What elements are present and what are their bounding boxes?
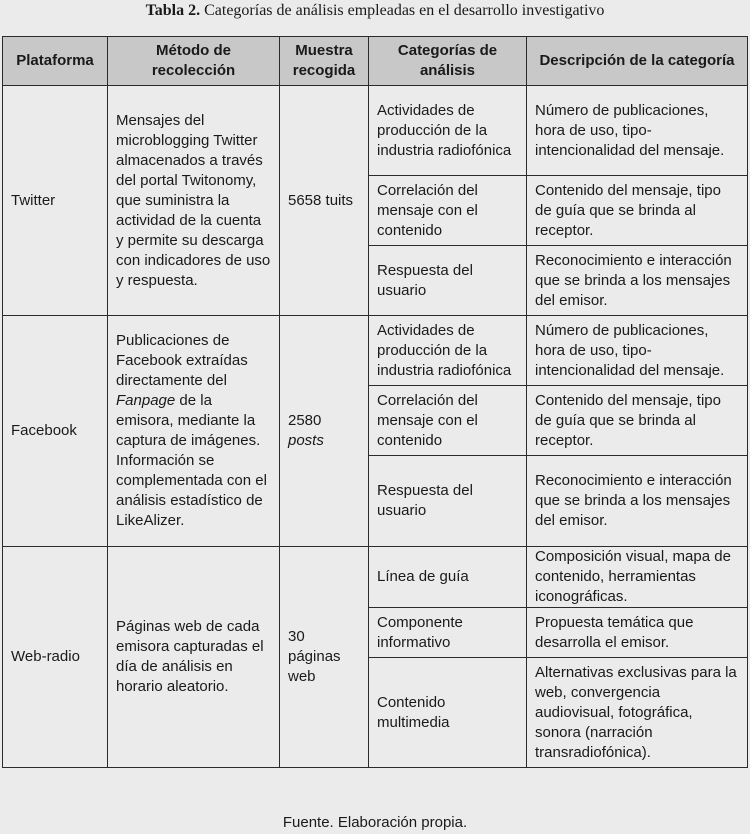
sample-text-segment: 5658 tuits: [288, 191, 354, 209]
description-cell: Composición visual, mapa de contenido, herramientas iconográficas.: [527, 547, 748, 608]
description-cell: Número de publicaciones, hora de uso, tipo-intencionalidad del mensaje.: [527, 86, 748, 176]
method-text-segment: Páginas web de cada emisora capturadas el día de análisis en horario aleatorio.: [116, 618, 264, 695]
table-row: [3, 86, 748, 176]
header-description: Descripción de la categoría: [527, 37, 748, 86]
category-cell: Actividades de producción de la industria radiofónica: [369, 316, 527, 386]
description-cell: Reconocimiento e interacción que se brinda a los mensajes del emisor.: [527, 456, 748, 547]
table-caption: [0, 0, 750, 26]
method-cell: [108, 316, 280, 547]
header-method: Método de recolección: [108, 37, 280, 86]
sample-text-segment: 30 páginas web: [288, 628, 341, 685]
table-row: [3, 316, 748, 386]
header-categories: Categorías de análisis: [369, 37, 527, 86]
sample-cell: [280, 547, 369, 768]
header-sample: Muestra recogida: [280, 37, 369, 86]
table-title: Categorías de análisis empleadas en el desarrollo investigativo: [204, 2, 605, 19]
category-cell: Respuesta del usuario: [369, 456, 527, 547]
category-cell: Correlación del mensaje con el contenido: [369, 176, 527, 246]
method-text-segment: Publicaciones de Facebook extraídas directamente del: [116, 332, 248, 389]
sample-cell: [280, 86, 369, 316]
method-text-segment: Mensajes del microblogging Twitter almacenados a través del portal Twitonomy, que suministra la actividad de la cuenta y permite su descarga con indicadores de uso y respuesta.: [116, 111, 271, 289]
header-platform: Plataforma: [3, 37, 108, 86]
table-number: Tabla 2.: [145, 2, 201, 19]
table-body: [3, 86, 748, 768]
category-cell: Actividades de producción de la industria radiofónica: [369, 86, 527, 176]
description-cell: Alternativas exclusivas para la web, convergencia audiovisual, fotográfica, sonora (narración transradiofónica).: [527, 658, 748, 768]
header-row: [3, 37, 748, 86]
method-text-segment: de la emisora, mediante la captura de imágenes. Información se complementada con el análisis estadístico de LikeAlizer.: [116, 392, 267, 529]
platform-cell: Web-radio: [3, 547, 108, 768]
platform-cell: Twitter: [3, 86, 108, 316]
sample-cell: [280, 316, 369, 547]
description-cell: Propuesta temática que desarrolla el emisor.: [527, 608, 748, 658]
table-row: [3, 547, 748, 608]
source-note: Fuente. Elaboración propia.: [282, 814, 468, 831]
category-cell: Correlación del mensaje con el contenido: [369, 386, 527, 456]
category-cell: Contenido multimedia: [369, 658, 527, 768]
category-cell: Respuesta del usuario: [369, 246, 527, 316]
sample-text-segment: 2580: [288, 412, 322, 429]
description-cell: Reconocimiento e interacción que se brinda a los mensajes del emisor.: [527, 246, 748, 316]
description-cell: Número de publicaciones, hora de uso, tipo-intencionalidad del mensaje.: [527, 316, 748, 386]
category-cell: Línea de guía: [369, 547, 527, 608]
sample-text-segment: posts: [288, 432, 324, 449]
description-cell: Contenido del mensaje, tipo de guía que se brinda al receptor.: [527, 386, 748, 456]
platform-cell: Facebook: [3, 316, 108, 547]
category-cell: Componente informativo: [369, 608, 527, 658]
method-text-segment: Fanpage: [116, 392, 176, 409]
method-cell: [108, 86, 280, 316]
method-cell: [108, 547, 280, 768]
analysis-categories-table: [2, 36, 748, 768]
description-cell: Contenido del mensaje, tipo de guía que se brinda al receptor.: [527, 176, 748, 246]
